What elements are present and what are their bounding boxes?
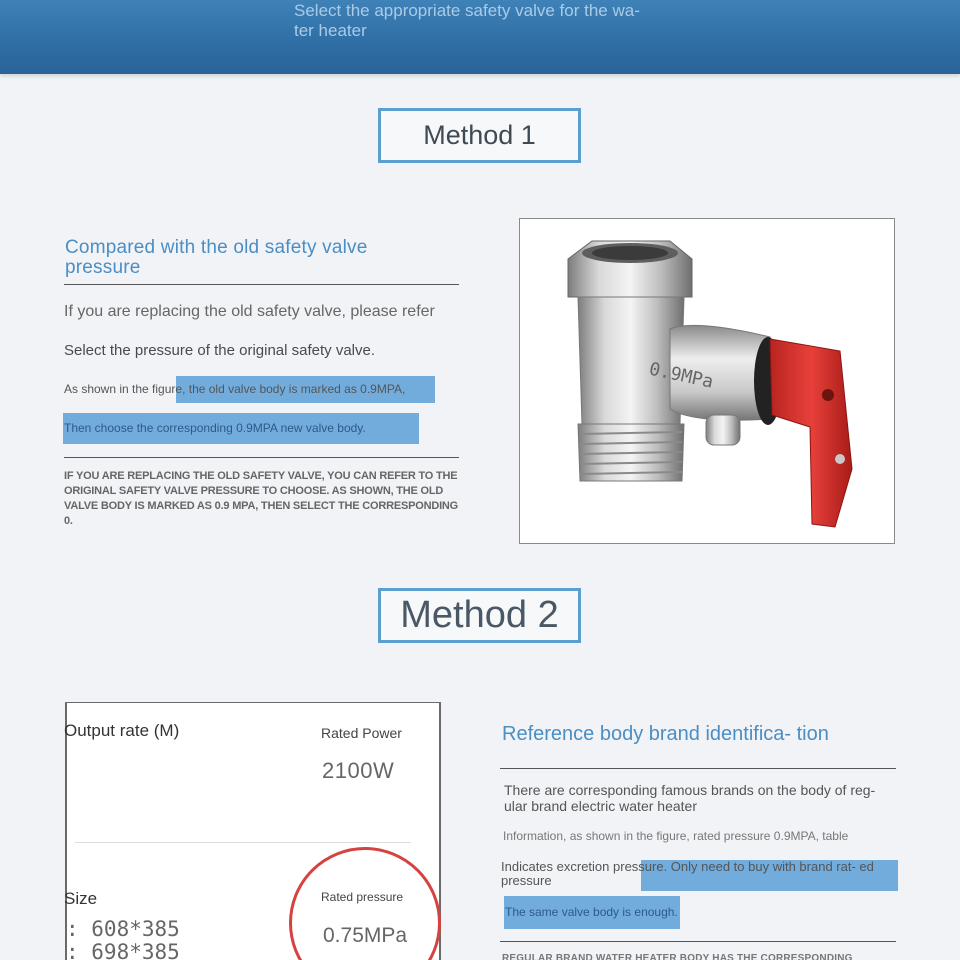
nameplate-power-value: 2100W bbox=[322, 758, 395, 783]
section-2-paragraph-4: The same valve body is enough. bbox=[505, 905, 678, 919]
nameplate-size-label: Size bbox=[64, 889, 98, 908]
section-1-top-rule bbox=[64, 284, 459, 285]
method-2-heading bbox=[378, 588, 581, 643]
nameplate-divider bbox=[75, 842, 411, 843]
section-1-title: Compared with the old safety valve pressure bbox=[65, 237, 368, 278]
safety-valve-photo bbox=[519, 218, 895, 544]
header-band bbox=[0, 0, 960, 74]
section-2-paragraph-2: Information, as shown in the figure, rated pressure 0.9MPA, table bbox=[503, 829, 849, 843]
nameplate-size-value-1: : 608*385 bbox=[66, 917, 180, 941]
nameplate-pressure-value: 0.75MPa bbox=[323, 924, 408, 947]
nameplate-power-label: Rated Power bbox=[321, 725, 402, 741]
section-2-top-rule bbox=[500, 768, 896, 769]
section-2-bottom-rule bbox=[500, 941, 896, 942]
nameplate-size-value-2: : 698*385 bbox=[66, 940, 180, 960]
section-2-paragraph-1: There are corresponding famous brands on the body of reg- ular brand electric water heater bbox=[504, 782, 876, 814]
method-1-label: Method 1 bbox=[423, 120, 536, 150]
header-title: Select the appropriate safety valve for the wa- ter heater bbox=[294, 1, 640, 40]
nameplate-pressure-label: Rated pressure bbox=[321, 890, 404, 904]
method-2-label: Method 2 bbox=[400, 594, 559, 636]
section-2-title: Reference body brand identifica- tion bbox=[502, 723, 829, 745]
section-1-line-1: If you are replacing the old safety valve, please refer bbox=[64, 303, 435, 320]
nameplate-output-label: Output rate (M) bbox=[64, 721, 180, 740]
section-1-line-4: Then choose the corresponding 0.9MPA new valve body. bbox=[64, 421, 366, 435]
section-2-paragraph-3: Indicates excretion pressure. Only need to buy with brand rat- ed pressure bbox=[501, 859, 874, 888]
section-1-caps-note: IF YOU ARE REPLACING THE OLD SAFETY VALVE, YOU CAN REFER TO THE ORIGINAL SAFETY VALVE PRESSURE TO CHOOSE. AS SHOWN, THE OLD VALVE BODY IS MARKED AS 0.9 MPA, THEN SELECT THE CORRESPONDING 0. bbox=[64, 470, 459, 527]
safety-valve-illustration bbox=[520, 219, 895, 544]
section-2-caps-note: REGULAR BRAND WATER HEATER BODY HAS THE CORRESPONDING bbox=[502, 953, 853, 960]
method-1-heading bbox=[378, 108, 581, 163]
section-1-line-2: Select the pressure of the original safety valve. bbox=[64, 342, 376, 359]
section-1-bottom-rule bbox=[64, 457, 459, 458]
valve-pressure-marking: 0.9MPa bbox=[647, 358, 716, 393]
section-1-line-3: As shown in the figure, the old valve body is marked as 0.9MPA, bbox=[64, 382, 406, 396]
